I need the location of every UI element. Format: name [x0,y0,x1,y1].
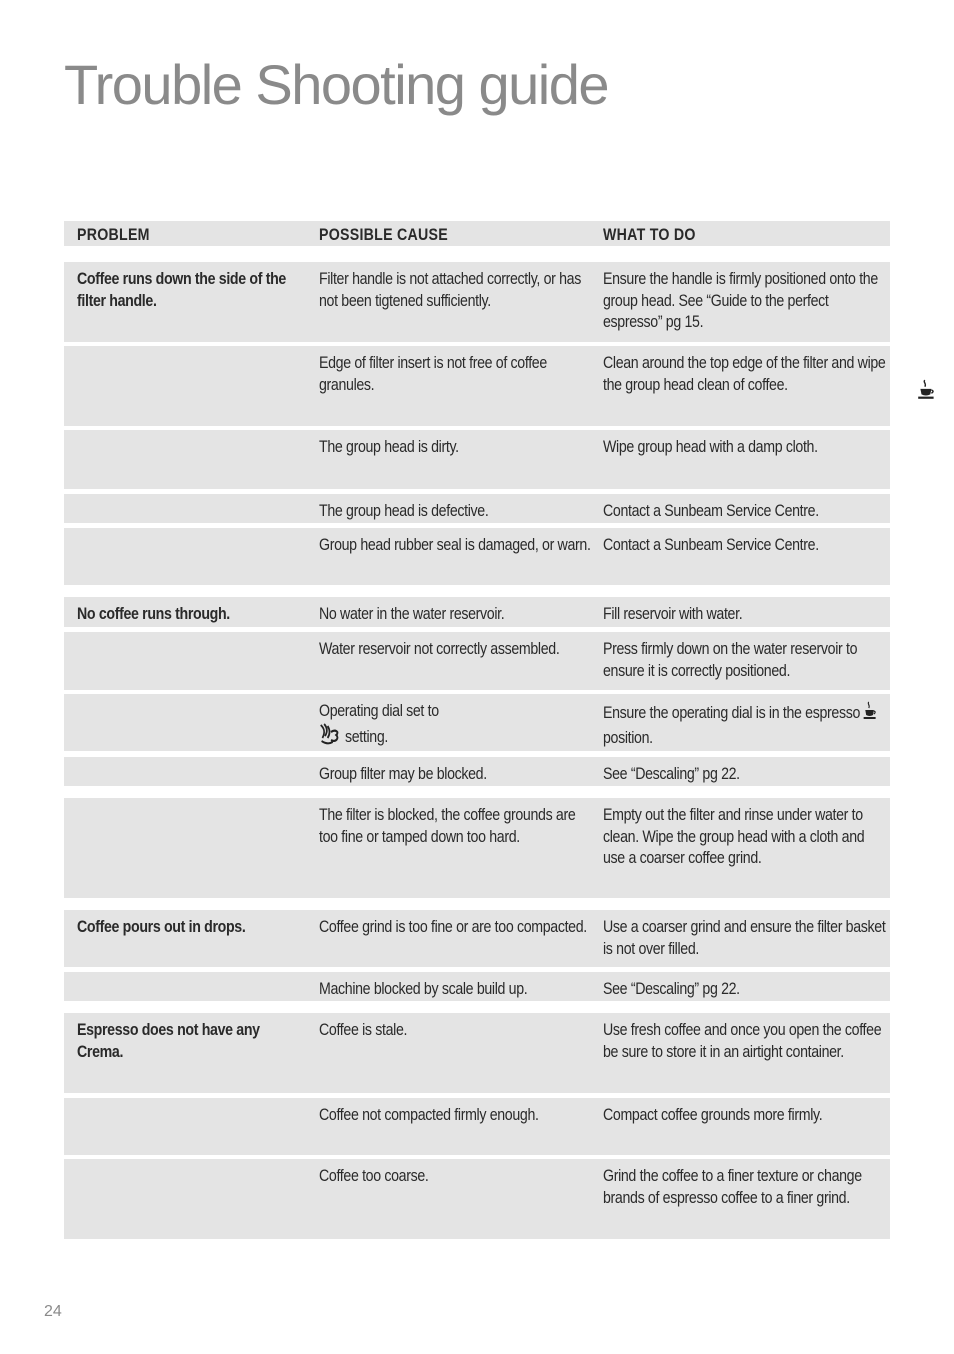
table-row [64,430,890,489]
cause-text: No water in the water reservoir. [319,605,505,623]
action-text: Contact a Sunbeam Service Centre. [603,502,819,520]
action-text-part: Ensure the operating dial is in the espresso [603,704,861,722]
table-row [64,632,890,690]
cause-text: The group head is dirty. [319,438,459,456]
header-cause: POSSIBLE CAUSE [319,226,448,244]
table-row [64,528,890,585]
cause-text: Machine blocked by scale build up. [319,980,528,998]
action-text: Clean around the top edge of the filter and wipe the group head clean of coffee. [603,354,886,394]
action-text: Fill reservoir with water. [603,605,743,623]
cause-text: Coffee not compacted firmly enough. [319,1106,539,1124]
cause-text: The group head is defective. [319,502,489,520]
action-text: Wipe group head with a damp cloth. [603,438,818,456]
espresso-cup-icon [918,379,936,406]
cause-text: The filter is blocked, the coffee grounds are too fine or tamped down too hard. [319,806,576,846]
cause-text: Coffee too coarse. [319,1167,429,1185]
table-row [64,262,890,342]
table-row [64,694,890,751]
problem-text: Coffee runs down the side of the filter handle. [77,270,286,310]
action-text: See “Descaling” pg 22. [603,980,740,998]
steam-symbol-icon [319,723,341,752]
action-text: Contact a Sunbeam Service Centre. [603,536,819,554]
header-problem: PROBLEM [77,226,150,244]
cause-text: Coffee is stale. [319,1021,408,1039]
action-text-part: position. [603,728,653,747]
action-text [603,701,887,749]
table-row [64,972,890,1001]
action-text: Compact coffee grounds more firmly. [603,1106,823,1124]
action-text: Use a coarser grind and ensure the filter basket is not over filled. [603,918,886,958]
cause-text: Edge of filter insert is not free of coffee granules. [319,354,547,394]
cause-text: Coffee grind is too fine or are too compacted. [319,918,587,936]
table-header [64,221,890,246]
table-row [64,1098,890,1155]
action-text: Empty out the filter and rinse under water to clean. Wipe the group head with a cloth and use a coarser coffee grind. [603,806,865,868]
action-text: Ensure the handle is firmly positioned onto the group head. See “Guide to the perfect espresso” pg 15. [603,270,878,332]
page-title: Trouble Shooting guide [64,53,609,116]
cause-text [319,701,597,751]
table-row [64,1013,890,1093]
problem-text: Coffee pours out in drops. [77,918,246,936]
header-action: WHAT TO DO [603,226,696,244]
cause-text: Group head rubber seal is damaged, or warn. [319,536,591,554]
cause-text: Filter handle is not attached correctly, or has not been tigtened sufficiently. [319,270,581,310]
cause-text: Water reservoir not correctly assembled. [319,640,560,658]
action-text: See “Descaling” pg 22. [603,765,740,783]
table-row [64,1159,890,1239]
action-text: Use fresh coffee and once you open the coffee be sure to store it in an airtight container. [603,1021,882,1061]
table-row [64,798,890,898]
espresso-cup-icon [864,701,878,728]
problem-text: No coffee runs through. [77,605,230,623]
table-row [64,346,890,426]
table-row [64,597,890,627]
action-text: Press firmly down on the water reservoir to ensure it is correctly positioned. [603,640,858,680]
cause-text-part: Operating dial set to [319,702,439,720]
table-row [64,494,890,523]
cause-text-part: setting. [344,727,388,746]
page-number: 24 [44,1303,62,1320]
action-text: Grind the coffee to a finer texture or change brands of espresso coffee to a finer grind. [603,1167,862,1207]
problem-text: Espresso does not have any Crema. [77,1021,260,1061]
table-row [64,910,890,967]
table-row [64,757,890,786]
cause-text: Group filter may be blocked. [319,765,487,783]
